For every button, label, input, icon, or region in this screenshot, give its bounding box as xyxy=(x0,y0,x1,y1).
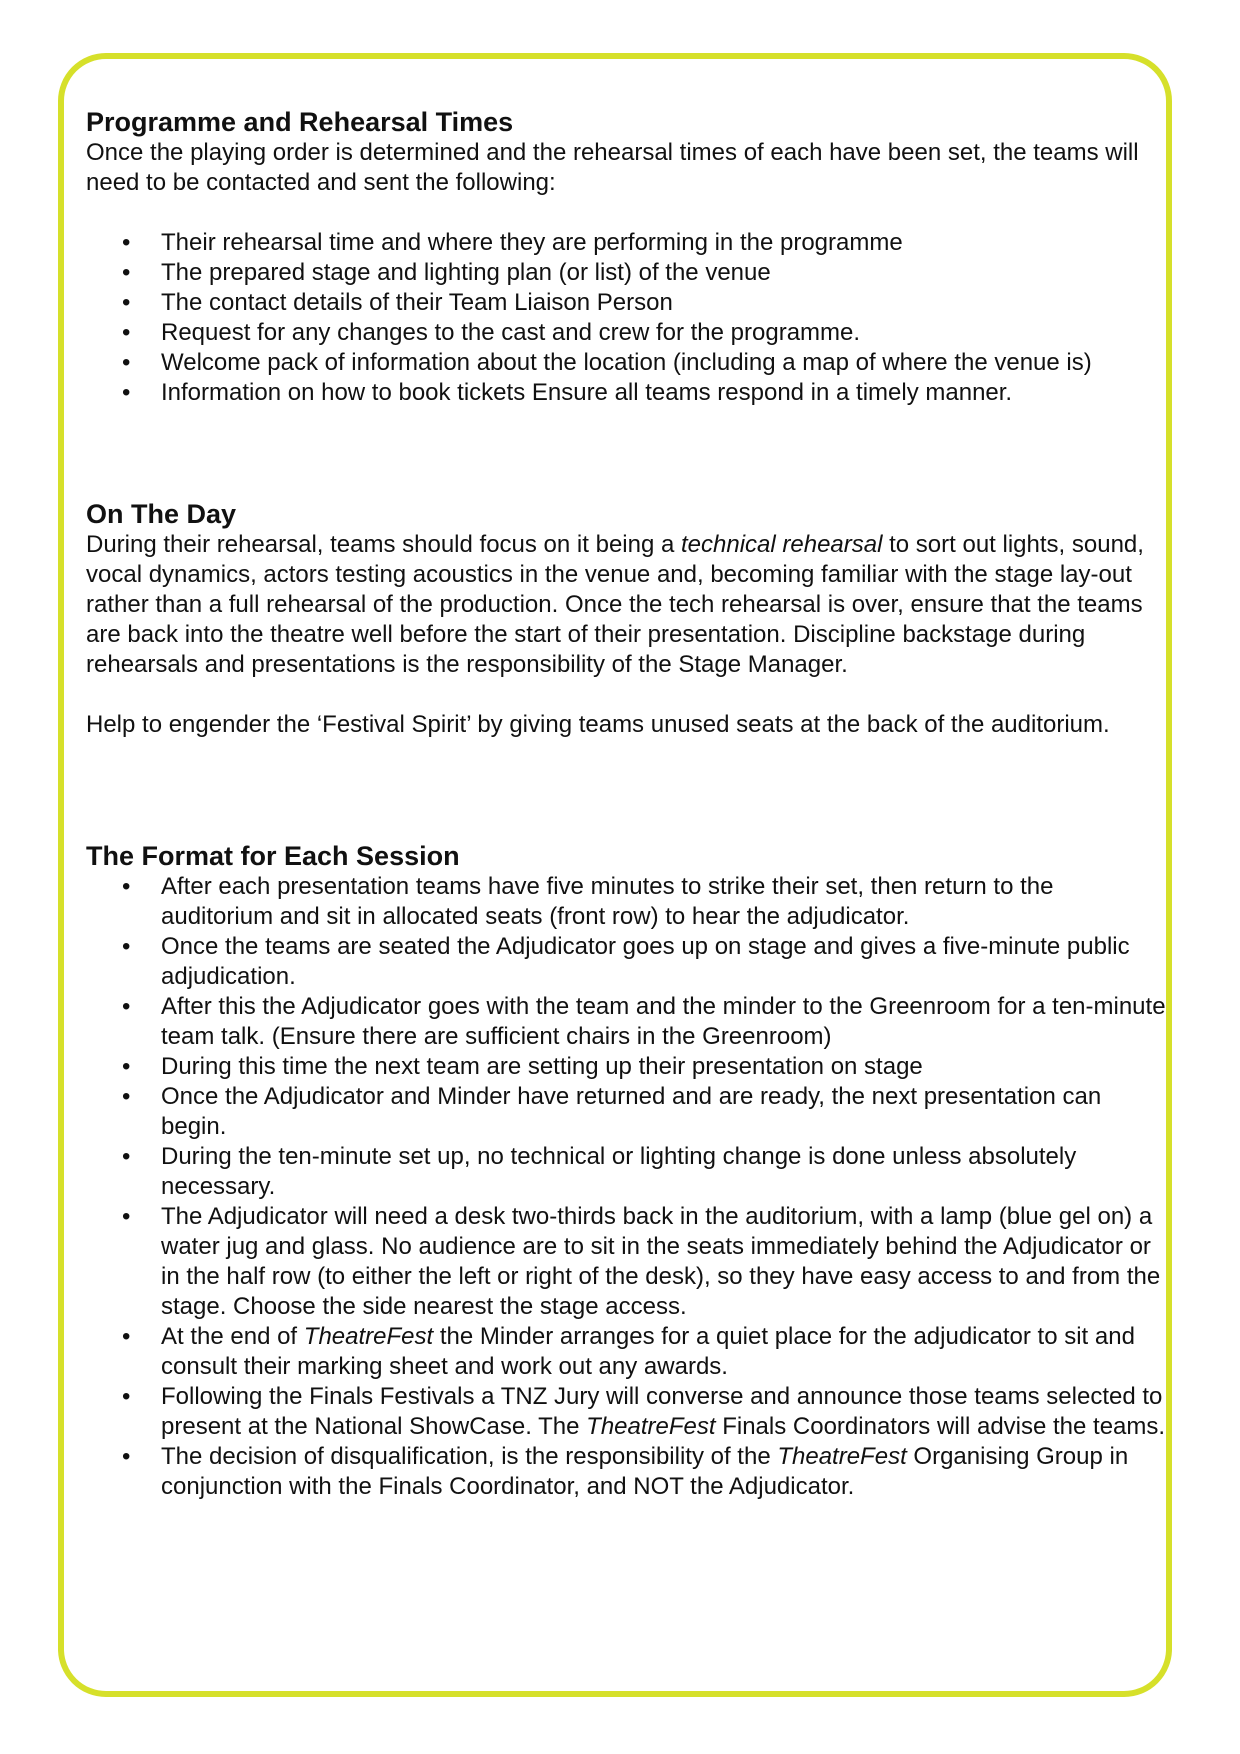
list-item: • Information on how to book tickets Ensure all teams respond in a timely manner. xyxy=(122,379,1013,406)
list-item: • The prepared stage and lighting plan (or list) of the venue xyxy=(122,259,771,286)
list-item: • The contact details of their Team Liaison Person xyxy=(122,289,673,316)
bullet-icon: • xyxy=(122,1323,131,1350)
intro-paragraph: Once the playing order is determined and the rehearsal times of each have been set, the teams will need to be contacted and sent the following: xyxy=(86,139,1139,196)
section-heading: Programme and Rehearsal Times xyxy=(86,107,514,137)
bullet-icon: • xyxy=(122,1383,131,1410)
section-heading: On The Day xyxy=(86,499,237,529)
bullet-list xyxy=(86,872,1166,1502)
list-item: • Welcome pack of information about the location (including a map of where the venue is) xyxy=(122,349,1092,376)
bullet-list xyxy=(86,228,1166,408)
section-heading: The Format for Each Session xyxy=(86,841,460,871)
list-item: • Their rehearsal time and where they are performing in the programme xyxy=(122,229,903,256)
body-paragraph: Help to engender the ‘Festival Spirit’ by giving teams unused seats at the back of the auditorium. xyxy=(86,711,1110,738)
body-paragraph: During their rehearsal, teams should focus on it being a technical rehearsal to sort out lights, sound, vocal dynamics, actors testing acoustics in the venue and, becoming familiar with the stage lay-out rather than a full rehearsal of the production. Once the tech rehearsal is over, ensure that the teams are back into the theatre well before the start of their presentation. Discipline backstage during rehearsals and presentations is the responsibility of the Stage Manager. xyxy=(86,531,1144,678)
bullet-icon: • xyxy=(122,289,131,316)
bullet-icon: • xyxy=(122,1443,131,1470)
bullet-icon: • xyxy=(122,229,131,256)
bullet-icon: • xyxy=(122,319,131,346)
list-item: • The Adjudicator will need a desk two-thirds back in the auditorium, with a lamp (blue gel on) a water jug and glass. No audience are to sit in the seats immediately behind the Adjudicator or in the half row (to either the left or right of the desk), so they have easy access to and from the stage. Choose the side nearest the stage access. xyxy=(122,1203,1161,1320)
bullet-icon: • xyxy=(122,259,131,286)
bullet-icon: • xyxy=(122,873,131,900)
bullet-icon: • xyxy=(122,379,131,406)
section-on-the-day xyxy=(86,498,1166,740)
list-item: • The decision of disqualification, is the responsibility of the TheatreFest Organising Group in conjunction with the Finals Coordinator, and NOT the Adjudicator. xyxy=(122,1443,1129,1500)
bullet-icon: • xyxy=(122,933,131,960)
bullet-icon: • xyxy=(122,993,131,1020)
list-item: • Once the teams are seated the Adjudicator goes up on stage and gives a five-minute public adjudication. xyxy=(122,933,1130,990)
bullet-icon: • xyxy=(122,1203,131,1230)
document-content xyxy=(86,106,1166,1502)
list-item: • Following the Finals Festivals a TNZ Jury will converse and announce those teams selected to present at the National ShowCase. The TheatreFest Finals Coordinators will advise the teams. xyxy=(122,1383,1166,1440)
bullet-icon: • xyxy=(122,1053,131,1080)
list-item: • Request for any changes to the cast and crew for the programme. xyxy=(122,319,861,346)
bullet-icon: • xyxy=(122,349,131,376)
bullet-icon: • xyxy=(122,1143,131,1170)
list-item: • During this time the next team are setting up their presentation on stage xyxy=(122,1053,923,1080)
list-item: • At the end of TheatreFest the Minder arranges for a quiet place for the adjudicator to sit and consult their marking sheet and work out any awards. xyxy=(122,1323,1135,1380)
list-item: • During the ten-minute set up, no technical or lighting change is done unless absolutely necessary. xyxy=(122,1143,1077,1200)
list-item: • Once the Adjudicator and Minder have returned and are ready, the next presentation can begin. xyxy=(122,1083,1102,1140)
section-format-session xyxy=(86,840,1166,1502)
list-item: • After this the Adjudicator goes with the team and the minder to the Greenroom for a ten-minute team talk. (Ensure there are sufficient chairs in the Greenroom) xyxy=(122,993,1166,1050)
section-programme-rehearsal xyxy=(86,106,1166,408)
list-item: • After each presentation teams have five minutes to strike their set, then return to the auditorium and sit in allocated seats (front row) to hear the adjudicator. xyxy=(122,873,1054,930)
bullet-icon: • xyxy=(122,1083,131,1110)
